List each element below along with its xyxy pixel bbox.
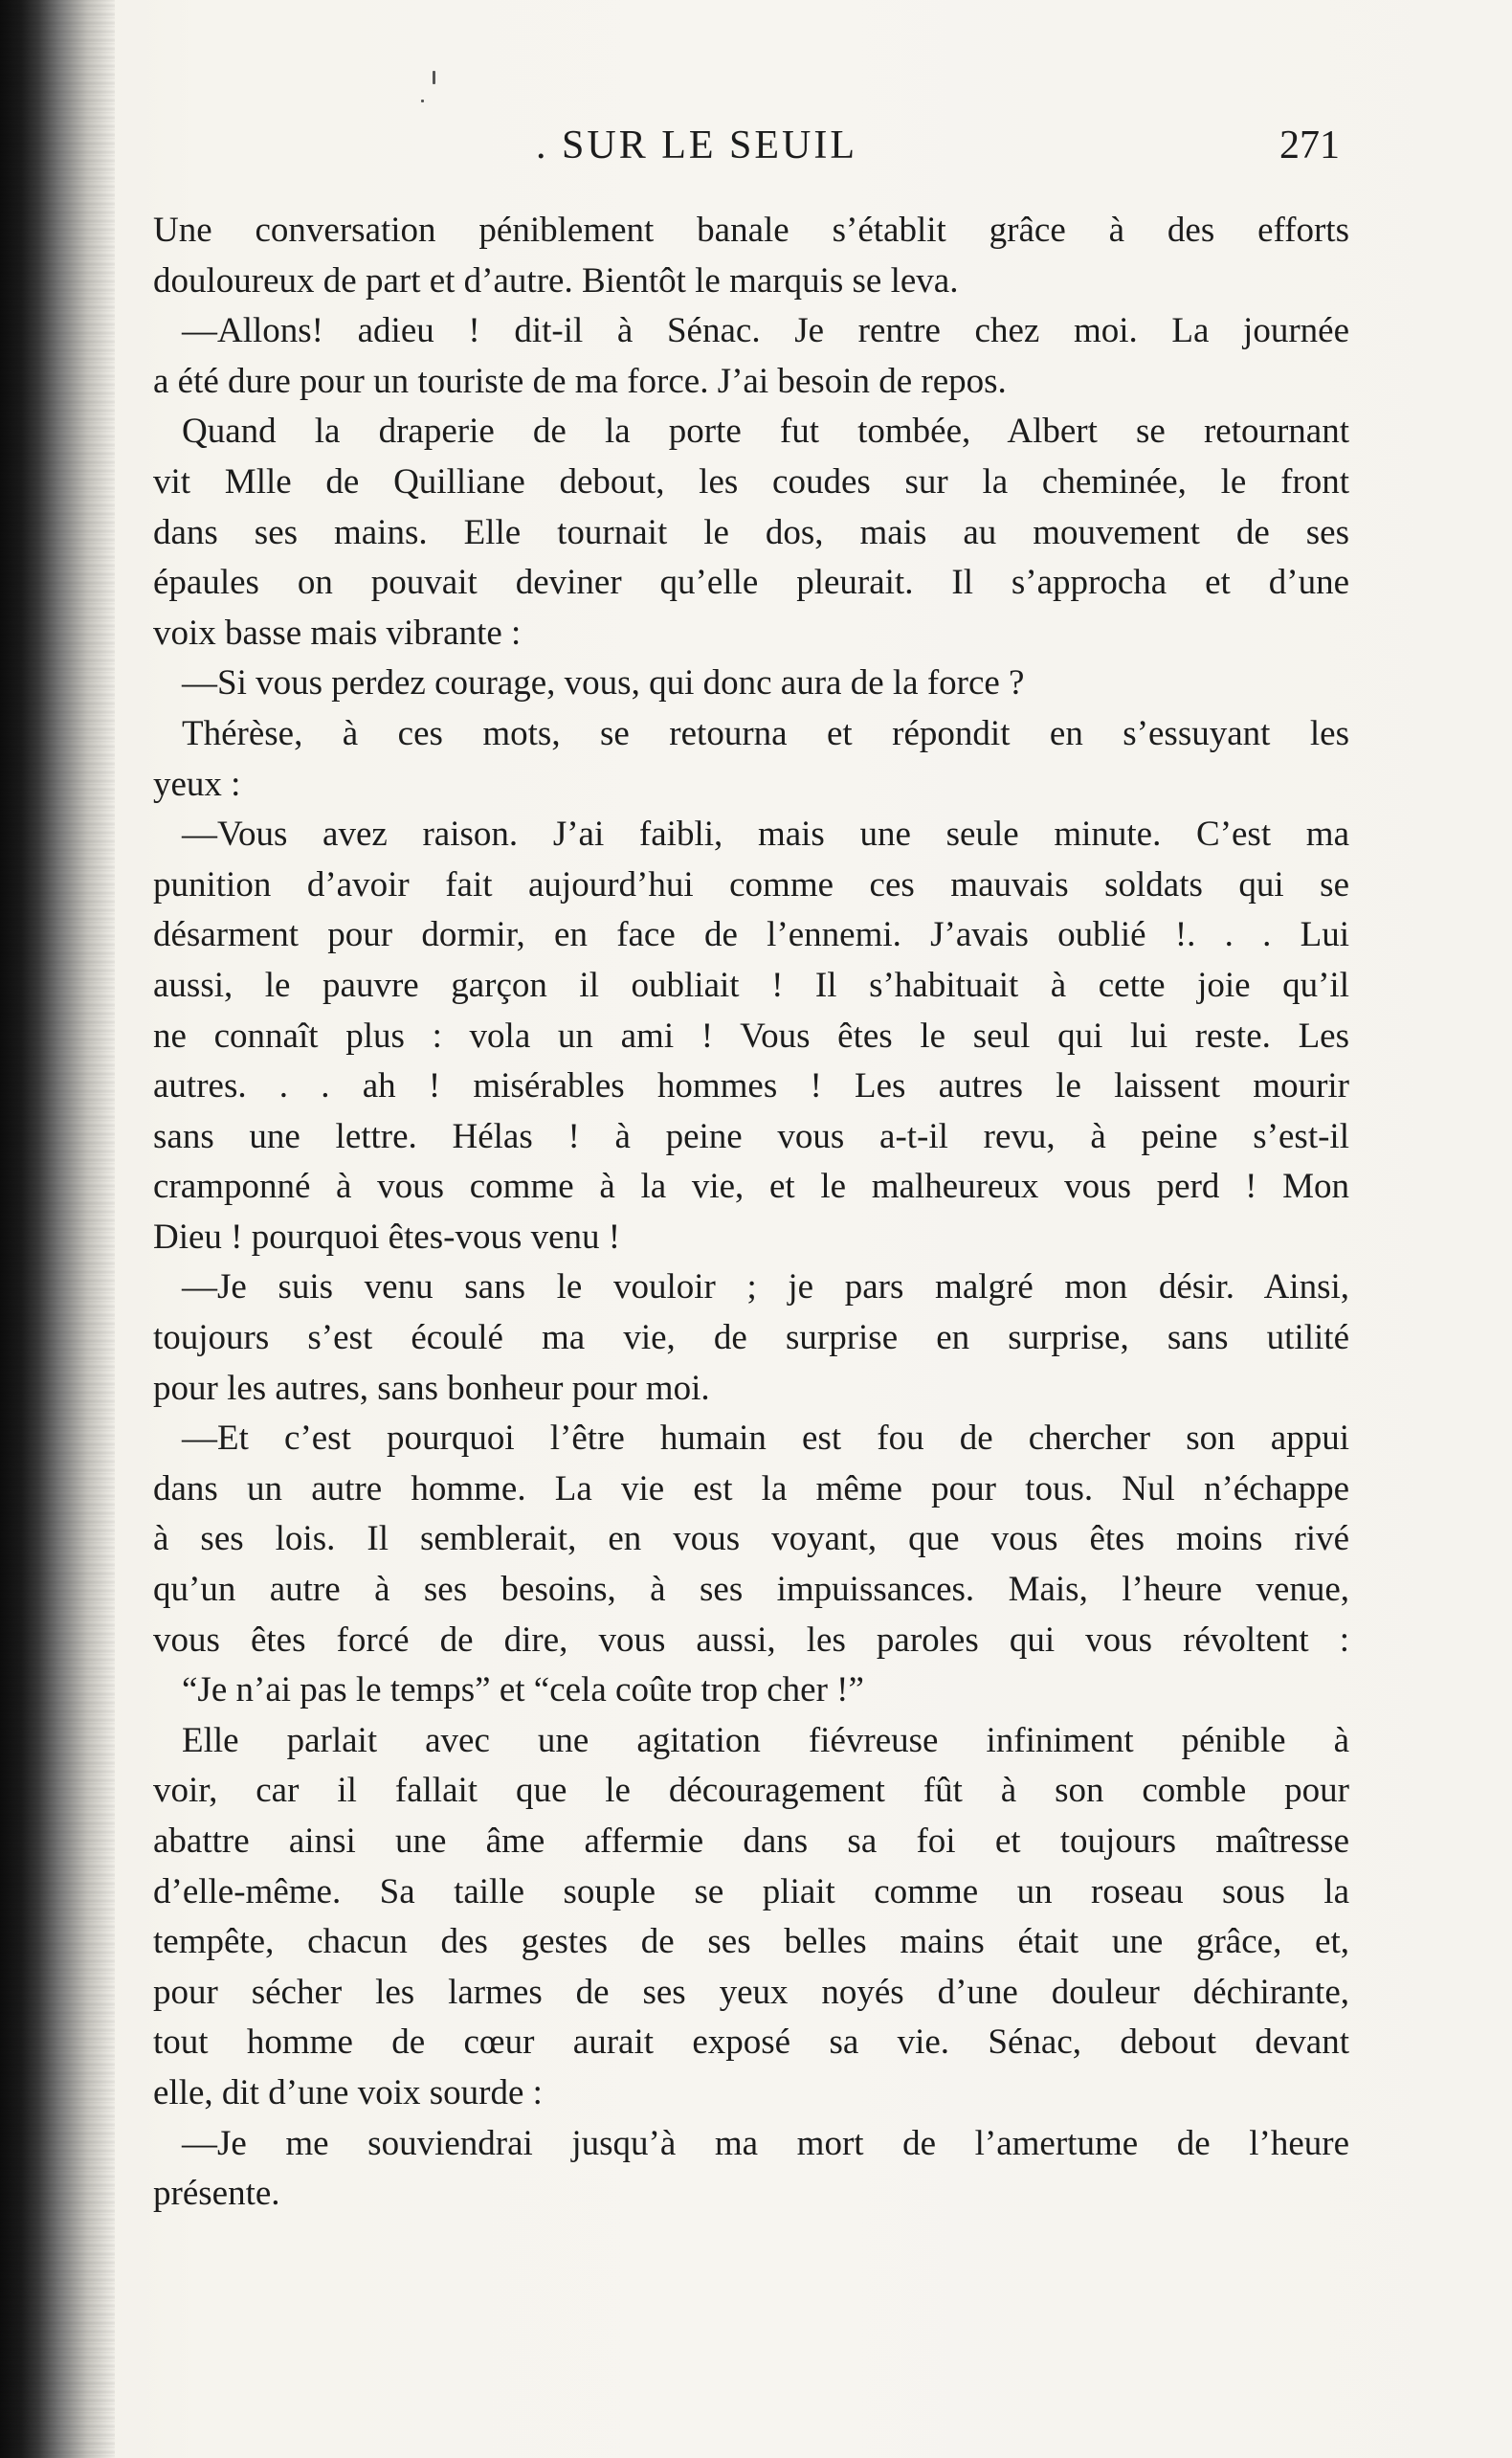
text-line: Quand la draperie de la porte fut tombée, Albert se retournant [182, 412, 1349, 452]
text-line: sans une lettre. Hélas ! à peine vous a-t-il revu, à peine s’est-il [153, 1116, 1349, 1156]
text-line: “Je n’ai pas le temps” et “cela coûte trop cher !” [182, 1670, 864, 1710]
text-line: Une conversation péniblement banale s’établit grâce à des efforts [153, 211, 1349, 250]
text-line: pour les autres, sans bonheur pour moi. [153, 1368, 710, 1408]
text-line: —Et c’est pourquoi l’être humain est fou de chercher son appui [182, 1419, 1349, 1459]
text-line: désarment pour dormir, en face de l’ennemi. J’avais oublié !. . . Lui [153, 915, 1349, 955]
page-header [191, 123, 1340, 180]
text-line: abattre ainsi une âme affermie dans sa foi et toujours maîtresse [153, 1821, 1349, 1861]
text-line: —Si vous perdez courage, vous, qui donc aura de la force ? [182, 663, 1025, 704]
text-line: dans ses mains. Elle tournait le dos, mais au mouvement de ses [153, 512, 1349, 552]
text-line: épaules on pouvait deviner qu’elle pleurait. Il s’approcha et d’une [153, 563, 1349, 603]
text-line: cramponné à vous comme à la vie, et le malheureux vous perd ! Mon [153, 1167, 1349, 1207]
text-line: qu’un autre à ses besoins, à ses impuissances. Mais, l’heure venue, [153, 1570, 1349, 1610]
text-line: voix basse mais vibrante : [153, 613, 522, 653]
text-line: vous êtes forcé de dire, vous aussi, les paroles qui vous révoltent : [153, 1620, 1349, 1660]
text-line: —Je me souviendrai jusqu’à ma mort de l’amertume de l’heure [182, 2123, 1349, 2163]
text-line: tout homme de cœur aurait exposé sa vie. Sénac, debout devant [153, 2022, 1349, 2063]
text-line: toujours s’est écoulé ma vie, de surprise en surprise, sans utilité [153, 1318, 1349, 1358]
body-text [153, 206, 1349, 2220]
text-line: punition d’avoir fait aujourd’hui comme ces mauvais soldats qui se [153, 864, 1349, 905]
text-line: Thérèse, à ces mots, se retourna et répondit en s’essuyant les [182, 713, 1349, 753]
text-line: dans un autre homme. La vie est la même pour tous. Nul n’échappe [153, 1468, 1349, 1508]
text-line: autres. . . ah ! misérables hommes ! Les autres le laissent mourir [153, 1066, 1349, 1106]
text-line: présente. [153, 2174, 280, 2214]
page-number: 271 [1279, 123, 1340, 168]
text-line: Elle parlait avec une agitation fiévreuse infiniment pénible à [182, 1720, 1349, 1760]
text-line: ne connaît plus : vola un ami ! Vous êtes le seul qui lui reste. Les [153, 1016, 1349, 1056]
text-line: —Allons! adieu ! dit-il à Sénac. Je rentre chez moi. La journée [182, 311, 1349, 351]
text-line: tempête, chacun des gestes de ses belles mains était une grâce, et, [153, 1922, 1349, 1962]
text-line: Dieu ! pourquoi êtes-vous venu ! [153, 1217, 621, 1257]
text-line: d’elle-même. Sa taille souple se pliait comme un roseau sous la [153, 1871, 1349, 1911]
text-line: vit Mlle de Quilliane debout, les coudes sur la cheminée, le front [153, 461, 1349, 502]
text-line: voir, car il fallait que le découragement fût à son comble pour [153, 1771, 1349, 1811]
text-line: à ses lois. Il semblerait, en vous voyant, que vous êtes moins rivé [153, 1519, 1349, 1559]
text-line: a été dure pour un touriste de ma force. J’ai besoin de repos. [153, 361, 1007, 401]
binding-shadow [0, 0, 115, 2458]
scan-specks [421, 57, 440, 115]
running-title: . SUR LE SEUIL [536, 123, 857, 168]
text-line: pour sécher les larmes de ses yeux noyés d’une douleur déchirante, [153, 1972, 1349, 2012]
text-line: yeux : [153, 764, 241, 804]
text-line: aussi, le pauvre garçon il oubliait ! Il s’habituait à cette joie qu’il [153, 965, 1349, 1005]
text-line: —Vous avez raison. J’ai faibli, mais une seule minute. C’est ma [182, 815, 1349, 855]
text-line: elle, dit d’une voix sourde : [153, 2072, 543, 2112]
text-line: —Je suis venu sans le vouloir ; je pars malgré mon désir. Ainsi, [182, 1267, 1349, 1307]
text-line: douloureux de part et d’autre. Bientôt le marquis se leva. [153, 260, 959, 301]
